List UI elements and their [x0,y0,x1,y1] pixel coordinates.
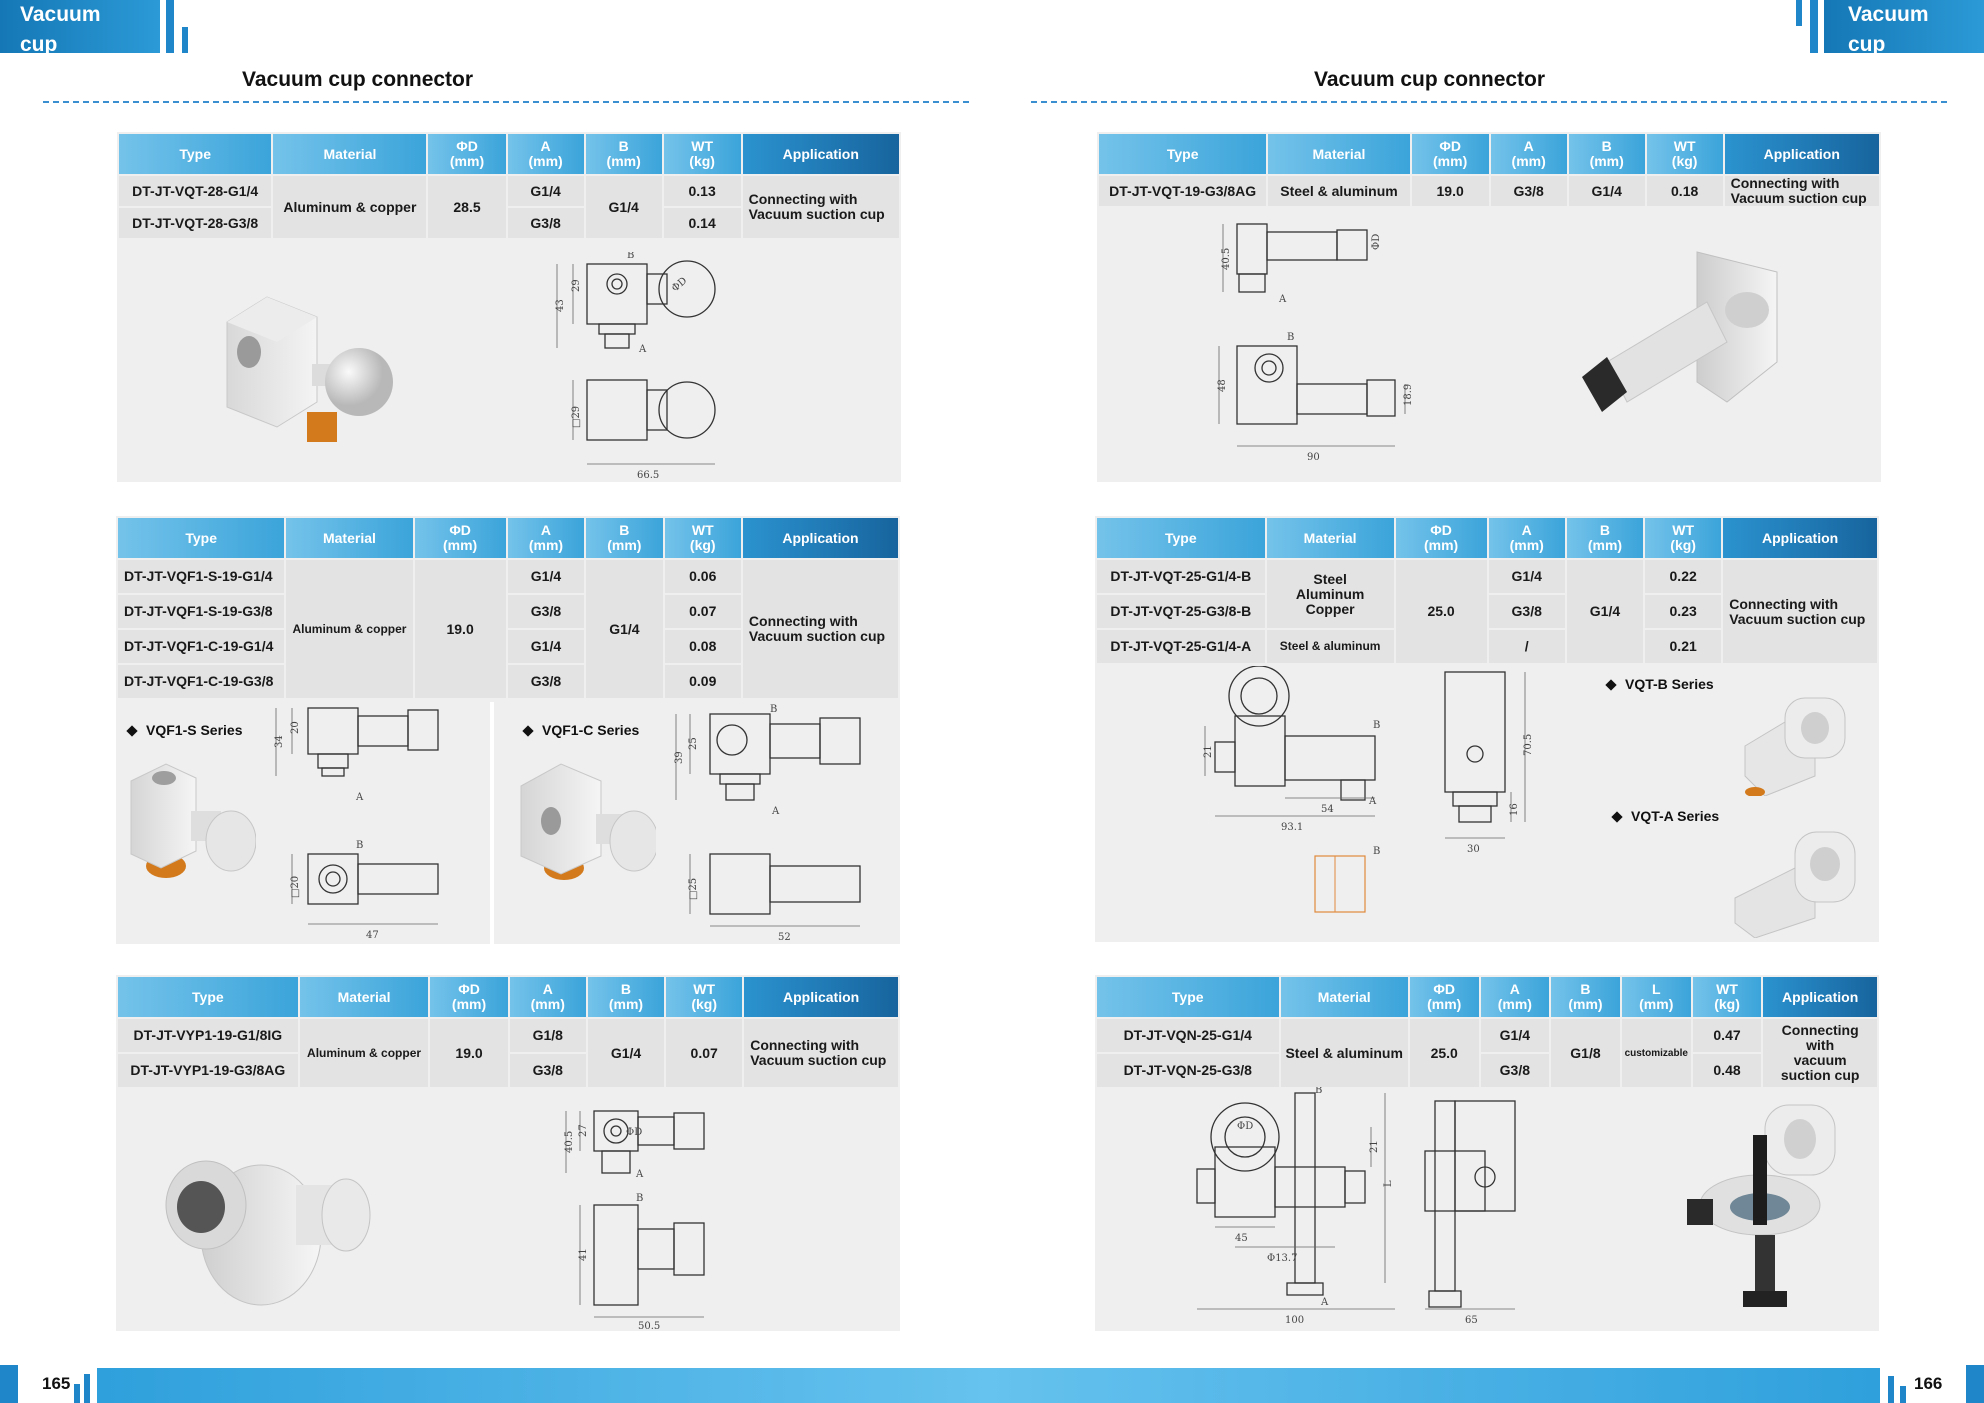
svg-text:65: 65 [1465,1315,1478,1326]
svg-text:A: A [772,806,780,817]
col-a: A (mm) [1491,134,1567,174]
col-wt: WT (kg) [1645,518,1721,558]
wt-cell: 0.07 [666,1019,742,1087]
footer-stripe [84,1374,90,1403]
corner-tag-left [0,0,160,86]
diamond-icon [1611,812,1622,823]
svg-text:66.5: 66.5 [637,470,660,481]
spec-table-vqt28 [117,132,901,240]
corner-stripe [1796,0,1802,26]
table-row [1097,1054,1877,1087]
col-d: ΦD (mm) [1410,977,1479,1017]
svg-text:50.5: 50.5 [638,1321,661,1331]
svg-text:A: A [636,1169,644,1180]
col-application: Application [1725,134,1879,174]
svg-text:16: 16 [1509,803,1520,816]
svg-text:100: 100 [1285,1315,1305,1326]
application-cell: Connecting with Vacuum suction cup [1723,560,1877,663]
series-label-vqf1-c: VQF1-C Series [524,722,639,738]
corner-tag-line2: connector [20,63,122,86]
wt-cell: 0.47 [1693,1019,1762,1052]
product-block-vqt19 [1097,132,1881,482]
wt-cell: 0.14 [664,208,741,238]
svg-text:21: 21 [1369,1140,1380,1153]
diamond-icon [522,726,533,737]
svg-text:A: A [1321,1297,1329,1308]
table-row [1099,176,1879,206]
svg-text:B: B [636,1193,644,1204]
title-divider-right [1031,101,1947,103]
corner-stripe [182,27,188,53]
technical-drawing-vqt25-side [1435,666,1575,866]
type-cell: DT-JT-VQT-19-G3/8AG [1099,176,1266,206]
col-a: A (mm) [510,977,586,1017]
d-cell: 25.0 [1396,560,1487,663]
corner-tag-line1: Vacuum cup [1848,3,1929,56]
b-cell: G1/8 [1551,1019,1620,1087]
wt-cell: 0.22 [1645,560,1721,593]
col-type: Type [1099,134,1266,174]
svg-text:34: 34 [274,735,285,748]
type-cell: DT-JT-VQT-25-G1/4-A [1097,630,1265,663]
svg-text:A: A [1369,796,1377,807]
svg-text:29: 29 [571,279,582,292]
page-title-right: Vacuum cup connector [1314,68,1546,91]
svg-text:B: B [356,840,364,851]
a-cell: G1/4 [1489,560,1565,593]
svg-text:25: 25 [688,737,699,750]
spec-table-vqn25 [1095,975,1879,1089]
col-wt: WT (kg) [1647,134,1723,174]
material-cell: Aluminum & copper [273,176,426,238]
d-cell: 25.0 [1410,1019,1479,1087]
wt-cell: 0.06 [665,560,741,593]
series-label-vqt-a: VQT-A Series [1613,808,1719,824]
application-cell: Connecting with Vacuum suction cup [743,176,899,238]
type-cell: DT-JT-VQT-25-G1/4-B [1097,560,1265,593]
col-d: ΦD (mm) [415,518,506,558]
svg-text:B: B [627,252,635,261]
svg-text:48: 48 [1217,379,1228,392]
technical-drawing-vqt25 [1195,666,1455,942]
technical-drawing-vqt19 [1207,220,1467,482]
svg-text:□25: □25 [688,877,699,900]
application-cell: Connecting with Vacuum suction cup [1725,176,1879,206]
type-cell: DT-JT-VYP1-19-G1/8IG [118,1019,298,1052]
a-cell: G3/8 [508,665,584,698]
col-b: B (mm) [586,134,662,174]
svg-text:B: B [770,704,778,715]
a-cell: G3/8 [1491,176,1567,206]
d-cell: 28.5 [428,176,505,238]
col-type: Type [119,134,271,174]
type-cell: DT-JT-VQT-28-G3/8 [119,208,271,238]
col-application: Application [743,518,898,558]
col-b: B (mm) [586,518,662,558]
product-block-vqt28 [117,132,901,482]
b-cell: G1/4 [1567,560,1643,663]
corner-tag-right [1824,0,1984,86]
product-render-vqt-a [1725,828,1865,938]
svg-text:□29: □29 [571,405,582,428]
a-cell: G1/4 [508,176,584,206]
diamond-icon [1605,680,1616,691]
col-b: B (mm) [1551,977,1620,1017]
svg-text:21: 21 [1203,745,1214,758]
svg-text:41: 41 [578,1248,589,1261]
wt-cell: 0.08 [665,630,741,663]
svg-text:47: 47 [366,930,379,941]
col-type: Type [1097,518,1265,558]
svg-text:43: 43 [555,299,566,312]
l-cell: customizable [1622,1019,1691,1087]
col-b: B (mm) [588,977,664,1017]
a-cell: G3/8 [510,1054,586,1087]
col-l: L (mm) [1622,977,1691,1017]
svg-text:90: 90 [1307,452,1320,463]
product-block-vyp1 [116,975,900,1331]
technical-drawing-vyp1 [546,1105,796,1331]
application-cell: Connecting with Vacuum suction cup [744,1019,898,1087]
col-application: Application [1763,977,1877,1017]
series-label-vqf1-s: VQF1-S Series [128,722,243,738]
material-cell: Steel Aluminum Copper [1267,560,1394,628]
svg-text:20: 20 [290,721,301,734]
svg-text:39: 39 [674,751,685,764]
col-material: Material [300,977,429,1017]
table-row [118,560,898,593]
col-material: Material [1268,134,1409,174]
wt-cell: 0.09 [665,665,741,698]
product-render-vqt28 [207,292,397,442]
svg-text:40.5: 40.5 [564,1130,575,1153]
footer-stripe [0,1365,18,1403]
svg-text:54: 54 [1321,804,1334,815]
col-a: A (mm) [1489,518,1565,558]
table-row [119,176,899,206]
col-material: Material [273,134,426,174]
product-block-vqf1 [116,516,900,944]
wt-cell: 0.07 [665,595,741,628]
svg-text:ΦD: ΦD [669,275,690,295]
type-cell: DT-JT-VQF1-S-19-G3/8 [118,595,284,628]
svg-text:A: A [1279,294,1287,305]
technical-drawing-vqf1-c [660,704,900,944]
col-application: Application [744,977,898,1017]
a-cell: G1/4 [508,560,584,593]
footer-stripe [1966,1365,1984,1403]
wt-cell: 0.13 [664,176,741,206]
material-cell: Steel & aluminum [1281,1019,1408,1087]
svg-text:B: B [1373,846,1381,857]
svg-text:52: 52 [778,932,791,943]
spec-table-vqf1 [116,516,900,700]
col-type: Type [118,977,298,1017]
svg-text:ΦD: ΦD [1237,1121,1254,1132]
a-cell: G1/4 [1481,1019,1550,1052]
type-cell: DT-JT-VQN-25-G1/4 [1097,1019,1279,1052]
col-wt: WT (kg) [666,977,742,1017]
svg-text:A: A [639,344,647,355]
product-block-vqt25 [1095,516,1879,942]
material-cell: Aluminum & copper [300,1019,429,1087]
d-cell: 19.0 [430,1019,507,1087]
type-cell: DT-JT-VYP1-19-G3/8AG [118,1054,298,1087]
svg-text:Φ13.7: Φ13.7 [1267,1253,1298,1264]
col-application: Application [743,134,899,174]
b-cell: G1/4 [586,560,662,698]
col-d: ΦD (mm) [1396,518,1487,558]
product-render-vqf1-c [516,756,656,886]
product-render-vqt19 [1577,242,1807,422]
product-render-vyp1 [146,1125,376,1315]
spec-table-vqt25 [1095,516,1879,665]
col-a: A (mm) [508,134,584,174]
product-render-vqf1-s [126,756,256,886]
col-material: Material [1281,977,1408,1017]
a-cell: G3/8 [508,595,584,628]
page-number-right: 166 [1914,1374,1943,1393]
technical-drawing-vqf1-s [256,704,490,944]
material-cell: Steel & aluminum [1268,176,1409,206]
page-title-left: Vacuum cup connector [242,68,474,91]
technical-drawing-vqn25 [1175,1087,1555,1331]
spec-table-vyp1 [116,975,900,1089]
wt-cell: 0.23 [1645,595,1721,628]
type-cell: DT-JT-VQT-28-G1/4 [119,176,271,206]
a-cell: G3/8 [508,208,584,238]
col-material: Material [286,518,412,558]
svg-text:30: 30 [1467,844,1480,855]
series-label-vqt-b: VQT-B Series [1607,676,1714,692]
col-wt: WT (kg) [664,134,741,174]
table-row [1097,560,1877,593]
footer-stripe [74,1384,80,1403]
svg-text:A: A [356,792,364,803]
col-wt: WT (kg) [665,518,741,558]
a-cell: G1/8 [510,1019,586,1052]
b-cell: G1/4 [588,1019,664,1087]
svg-text:93.1: 93.1 [1281,822,1304,833]
wt-cell: 0.21 [1645,630,1721,663]
corner-tag-line2: connector [1848,63,1950,86]
footer-stripe [1900,1386,1906,1403]
corner-stripe [166,0,174,53]
footer-bar [97,1368,1880,1403]
col-application: Application [1723,518,1877,558]
type-cell: DT-JT-VQN-25-G3/8 [1097,1054,1279,1087]
col-wt: WT (kg) [1693,977,1762,1017]
title-divider-left [43,101,969,103]
wt-cell: 0.48 [1693,1054,1762,1087]
type-cell: DT-JT-VQF1-C-19-G3/8 [118,665,284,698]
svg-text:ΦD: ΦD [626,1127,643,1138]
svg-text:27: 27 [578,1124,589,1137]
table-row [118,1019,898,1052]
col-d: ΦD (mm) [1412,134,1489,174]
col-a: A (mm) [508,518,584,558]
d-cell: 19.0 [1412,176,1489,206]
col-d: ΦD (mm) [428,134,505,174]
application-cell: Connecting with vacuum suction cup [1763,1019,1877,1087]
material-cell: Aluminum & copper [286,560,412,698]
svg-text:18.9: 18.9 [1403,383,1414,406]
svg-text:70.5: 70.5 [1523,733,1534,756]
svg-text:B: B [1373,720,1381,731]
col-d: ΦD (mm) [430,977,507,1017]
a-cell: G3/8 [1489,595,1565,628]
svg-text:40.5: 40.5 [1221,247,1232,270]
b-cell: G1/4 [586,176,662,238]
corner-stripe [1810,0,1818,53]
svg-text:45: 45 [1235,1233,1248,1244]
col-type: Type [118,518,284,558]
svg-text:ΦD: ΦD [1371,233,1382,250]
a-cell: / [1489,630,1565,663]
table-row [1097,1019,1877,1052]
d-cell: 19.0 [415,560,506,698]
svg-text:B: B [1315,1087,1323,1096]
technical-drawing-vqt28 [527,252,827,482]
product-render-vqn25 [1675,1095,1865,1325]
material-cell: Steel & aluminum [1267,630,1394,663]
svg-text:□20: □20 [290,875,301,898]
type-cell: DT-JT-VQF1-S-19-G1/4 [118,560,284,593]
col-material: Material [1267,518,1394,558]
footer-stripe [1888,1376,1894,1403]
spec-table-vqt19 [1097,132,1881,208]
type-cell: DT-JT-VQT-25-G3/8-B [1097,595,1265,628]
series-divider [490,702,494,944]
page-number-left: 165 [42,1374,71,1393]
diamond-icon [126,726,137,737]
b-cell: G1/4 [1569,176,1645,206]
col-b: B (mm) [1569,134,1645,174]
corner-tag-line1: Vacuum cup [20,3,101,56]
product-block-vqn25 [1095,975,1879,1331]
col-a: A (mm) [1481,977,1550,1017]
application-cell: Connecting with Vacuum suction cup [743,560,898,698]
svg-text:B: B [1287,332,1295,343]
type-cell: DT-JT-VQF1-C-19-G1/4 [118,630,284,663]
svg-text:L: L [1383,1180,1394,1187]
col-type: Type [1097,977,1279,1017]
a-cell: G1/4 [508,630,584,663]
product-render-vqt-b [1715,696,1855,796]
col-b: B (mm) [1567,518,1643,558]
wt-cell: 0.18 [1647,176,1723,206]
a-cell: G3/8 [1481,1054,1550,1087]
